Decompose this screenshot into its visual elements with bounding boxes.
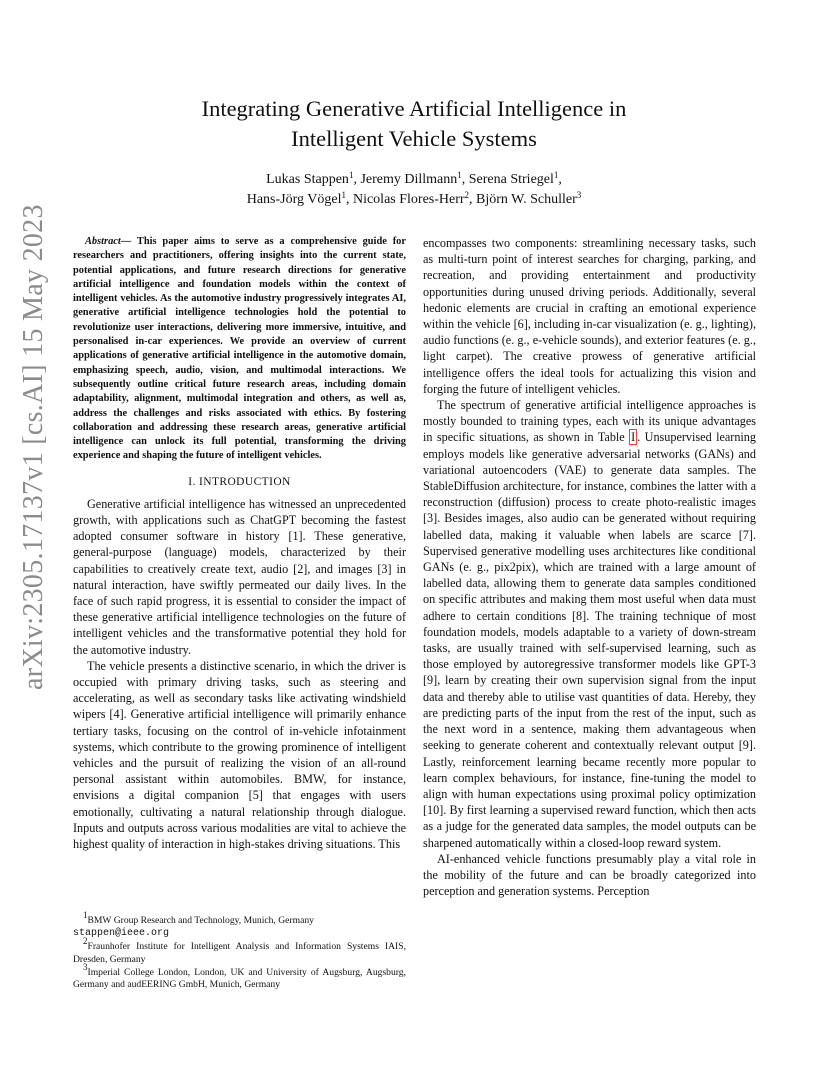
footnote — [73, 910, 406, 940]
body-paragraph: The vehicle presents a distinctive scenario, in which the driver is occupied with primary driving tasks, such as steering and accelerating, as well as secondary tasks like activating windshield wipers [4]. Generative artificial intelligence will primarily enhance tertiary tasks, focusing on the control of in-vehicle infotainment systems, which contribute to the growing prominence of intelligent vehicles and the pursuit of realizing the vision of an all-round personal assistant within automobiles. BMW, for instance, envisions a digital companion [5] that engages with users emotionally, cultivating a natural relationship through dialogue. Inputs and outputs across various modalities are vital to achieve the highest quality of interaction in high-stakes driving situations. This — [73, 658, 406, 852]
abstract-label: Abstract — [85, 236, 121, 247]
footnote-text: Fraunhofer Institute for Intelligent Analysis and Information Systems IAIS, Dresden, Germany — [73, 941, 406, 965]
author-separator: , — [353, 172, 361, 187]
affiliation-mark: 3 — [576, 190, 582, 200]
author-name: Jeremy Dillmann — [360, 172, 458, 187]
paragraph-text: . Unsupervised learning employs models like generative adversarial networks (GANs) and variational autoencoders (VAE) to generate data samples. The StableDiffusion architecture, for instance, combines the latter with a reconstruction (diffusion) process to create photo-realistic images [3]. Besides images, also audio can be generated without requiring labelled data, making it valuable when labels are scarce [7]. Supervised generative modelling uses architectures like conditional GANs (e. g., pix2pix), which are trained with a large amount of labelled data, allowing them to generate data samples conditioned on specific attributes and making them most useful when data must adhere to certain conditions [8]. The training technique of most foundation models, models adaptable to a variety of down-stream tasks, are usually trained with self-supervised learning, such as those employed by autoregressive transformer models like GPT-3 [9], learn by creating their own supervision signal from the input data and thereby able to utilise vast quantities of data. Hereby, they are predicting parts of the input from the rest of the input, such as the next word in a sentence, making them advantageous when seeking to generate coherent and contextually relevant output [9]. Lastly, reinforcement learning became recently more popular to learn complex behaviours, for instance, fine-tuning the model to align with human expectations using proximal policy optimization [10]. By first learning a supervised reward function, which then acts as a judge for the generated data samples, the model outputs can be sharpened automatically within a closed-loop reward system. — [423, 430, 756, 850]
author-name: Serena Striegel — [468, 172, 554, 187]
author-line-2 — [100, 190, 728, 210]
footnote-mark: 1 — [83, 910, 88, 920]
footnote-mark: 2 — [83, 936, 88, 947]
abstract-text: — This paper aims to serve as a comprehensive guide for researchers and practitioners, offering insights into the current state, potential applications, and future research directions for generative artificial intelligence and foundation models within the context of intelligent vehicles. As the automotive industry progressively integrates AI, generative artificial intelligence technologies hold the potential to revolutionize user interactions, delivering more immersive, intuitive, and personalised in-car experiences. We provide an overview of current applications of generative artificial intelligence in the automotive domain, emphasizing speech, audio, vision, and multimodal interactions. We subsequently outline critical future research areas, including domain adaptability, alignment, multimodal integration and others, as well as, address the challenges and risks associated with ethics. By fostering collaboration and addressing these research areas, generative artificial intelligence can unlock its full potential, transforming the driving experience and shaping the future of intelligent vehicles. — [73, 236, 406, 462]
footnote-text: Imperial College London, London, UK and University of Augsburg, Augsburg, Germany and audEERING GmbH, Munich, Germany — [73, 966, 406, 991]
affiliation-mark: 1 — [341, 190, 346, 200]
footnote — [73, 936, 406, 965]
author-line-1 — [100, 170, 728, 190]
title-line-1: Integrating Generative Artificial Intelligence in — [201, 96, 627, 121]
right-column — [423, 235, 756, 899]
body-paragraph: Generative artificial intelligence has witnessed an unprecedented growth, with applications such as ChatGPT becoming the fastest adopted consumer software in history [1]. These generative, general-purpose (language) models, characterized by their capabilities to creatively create text, audio [2], and images [3] in natural interaction, have swiftly permeated our daily lives. In the face of such rapid progress, it is essential to consider the impact of these generative artificial intelligence technologies on the future of intelligent vehicles and the transformative potential they hold for the automotive industry. — [73, 496, 406, 657]
author-separator: , — [469, 192, 477, 207]
author-separator: , — [345, 192, 353, 207]
section-heading-introduction: I. INTRODUCTION — [188, 475, 291, 488]
paper-title — [100, 94, 728, 154]
abstract — [73, 235, 406, 464]
author-separator: , — [461, 172, 469, 187]
body-paragraph — [423, 397, 756, 851]
author-name: Björn W. Schuller — [476, 192, 577, 207]
paragraph-text: The spectrum of generative artificial intelligence approaches is mostly bounded to training types, each with its unique advantages in specific situations, as shown in Table — [423, 398, 756, 445]
title-line-2: Intelligent Vehicle Systems — [291, 126, 537, 151]
left-column — [73, 235, 406, 852]
affiliation-mark: 1 — [348, 170, 354, 180]
author-name: Hans-Jörg Vögel — [246, 192, 342, 207]
arxiv-identifier-stamp: arXiv:2305.17137v1 [cs.AI] 15 May 2023 — [18, 204, 49, 690]
body-paragraph: AI-enhanced vehicle functions presumably play a vital role in the mobility of the future and can be broadly categorized into perception and generation systems. Perception — [423, 851, 756, 899]
footnotes — [73, 910, 406, 992]
affiliation-mark: 1 — [457, 170, 462, 180]
author-list — [100, 170, 728, 210]
author-name: Nicolas Flores-Herr — [352, 192, 465, 207]
author-name: Lukas Stappen — [266, 172, 349, 187]
body-paragraph: encompasses two components: streamlining necessary tasks, such as multi-turn point of interest searches for charging, parking, and recreation, and providing entertainment and productivity opportunities during unused driving periods. Additionally, several hedonic elements are crucial in crafting an emotional experience within the vehicle [6], including in-car visualization (e. g., lighting), audio functions (e. g., e-vehicle sounds), and exterior features (e. g., light carpet). The creative prowess of generative artificial intelligence offers the ideal tools for actualizing this vision and forging the future of intelligent vehicles. — [423, 236, 756, 396]
footnote-text: BMW Group Research and Technology, Munich, Germany — [87, 915, 314, 926]
affiliation-mark: 2 — [464, 190, 470, 200]
footnote — [73, 961, 406, 991]
table-reference-link[interactable]: I — [631, 430, 636, 445]
author-email-link[interactable]: stappen@ieee.org — [73, 928, 170, 940]
author-separator: , — [558, 172, 562, 187]
affiliation-mark: 1 — [553, 170, 559, 180]
footnote-mark: 3 — [83, 961, 88, 972]
